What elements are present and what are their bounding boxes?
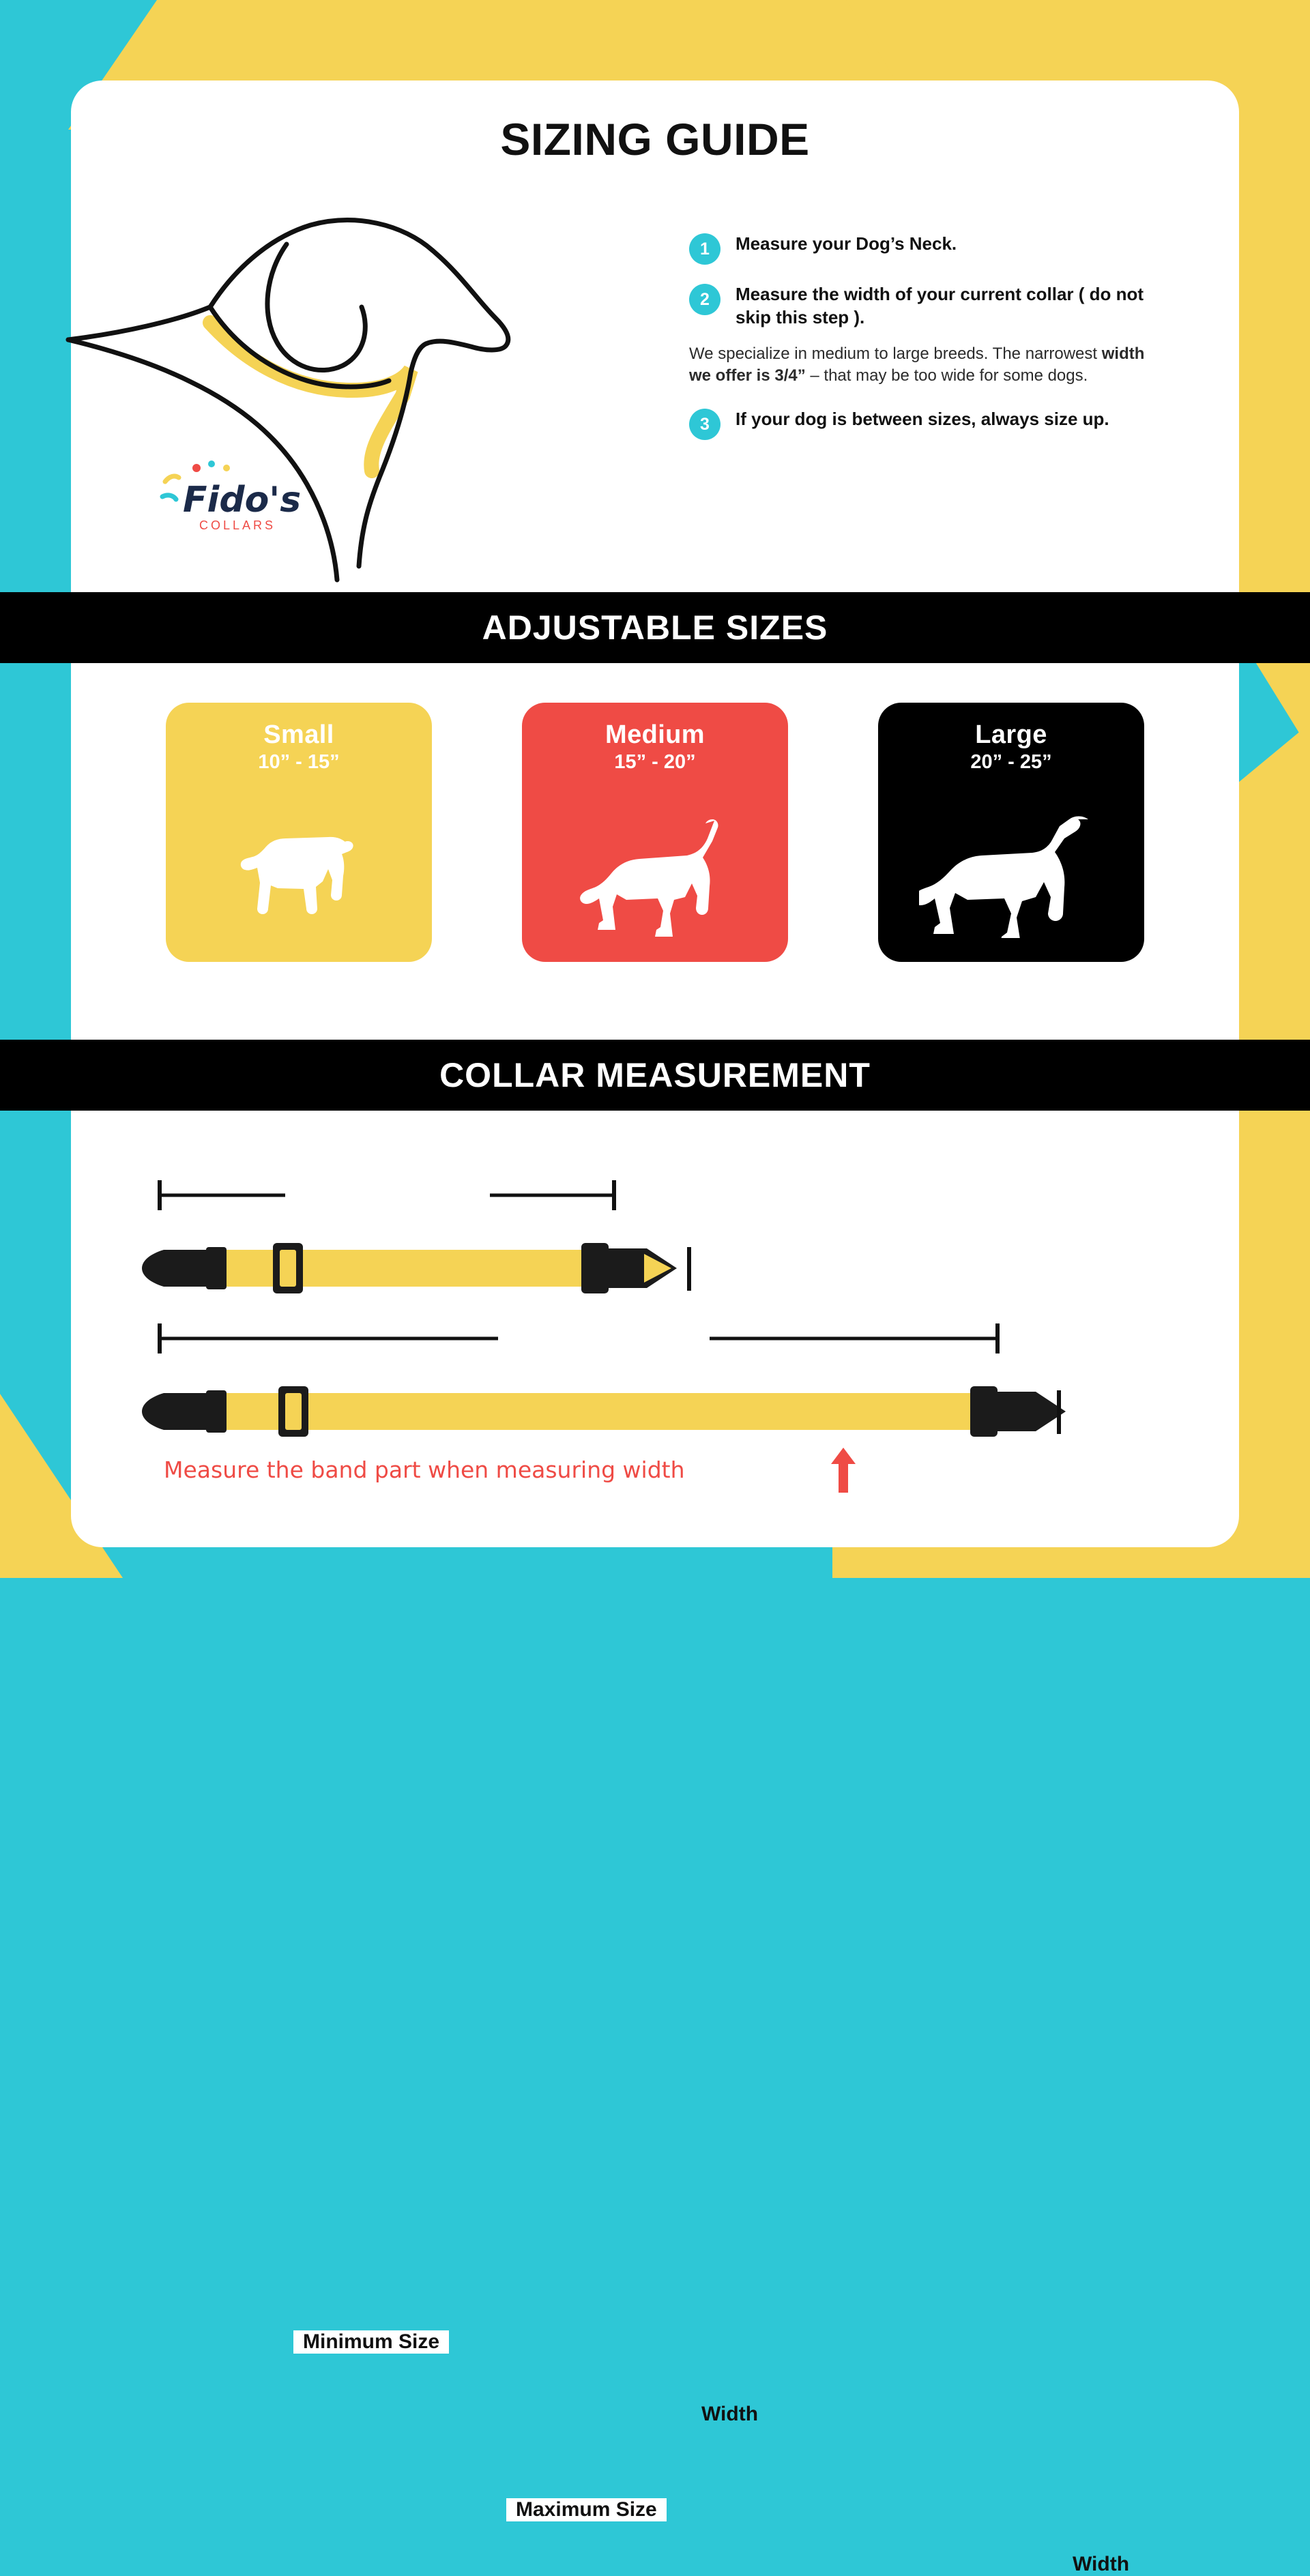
step-number-1: 1 — [689, 233, 720, 265]
brand-logo — [158, 457, 308, 546]
size-range-small: 10” - 15” — [258, 751, 340, 773]
section-header-collar-measurement: COLLAR MEASUREMENT — [0, 1040, 1310, 1111]
step-number-3: 3 — [689, 409, 720, 440]
section-header-adjustable-sizes: ADJUSTABLE SIZES — [0, 592, 1310, 663]
large-dog-icon — [878, 785, 1144, 962]
small-dog-icon — [166, 785, 432, 962]
medium-dog-icon — [522, 785, 788, 962]
size-card-large[interactable] — [878, 703, 1144, 962]
size-range-medium: 15” - 20” — [614, 751, 696, 773]
page-title: SIZING GUIDE — [500, 114, 810, 164]
step-text-2: Measure the width of your current collar ( do not skip this step ). — [736, 284, 1144, 328]
step-note-part2: – that may be too wide for some dogs. — [805, 366, 1088, 385]
step-item-2 — [689, 282, 1167, 330]
step-note-part1: We specialize in medium to large breeds. The narrowest — [689, 344, 1102, 363]
measure-band-note: Measure the band part when measuring width — [164, 1457, 685, 1483]
step-number-2: 2 — [689, 284, 720, 315]
minimum-size-label: Minimum Size — [293, 2330, 449, 2354]
step-note — [689, 343, 1160, 387]
up-arrow-icon — [830, 1446, 857, 1497]
size-card-list — [0, 703, 1310, 962]
step-item-3 — [689, 407, 1167, 440]
step-text-3: If your dog is between sizes, always size up. — [736, 409, 1109, 430]
dog-head-illustration — [61, 198, 607, 594]
step-item-1 — [689, 232, 1167, 265]
size-card-medium[interactable] — [522, 703, 788, 962]
maximum-size-diagram — [0, 1317, 1310, 1521]
width-label-maximum: Width — [1073, 2553, 1130, 2575]
svg-text:Fido's: Fido's — [183, 480, 302, 521]
size-name-medium: Medium — [605, 720, 705, 749]
step-text-1: Measure your Dog’s Neck. — [736, 233, 957, 254]
svg-text:COLLARS: COLLARS — [199, 518, 276, 532]
instruction-steps — [689, 232, 1167, 458]
size-name-large: Large — [975, 720, 1047, 749]
maximum-size-label: Maximum Size — [506, 2498, 667, 2521]
size-card-small[interactable] — [166, 703, 432, 962]
size-name-small: Small — [263, 720, 334, 749]
width-label-minimum: Width — [701, 2403, 759, 2425]
size-range-large: 20” - 25” — [970, 751, 1052, 773]
step-note-bold: width we offer is 3/4” — [689, 344, 1145, 385]
